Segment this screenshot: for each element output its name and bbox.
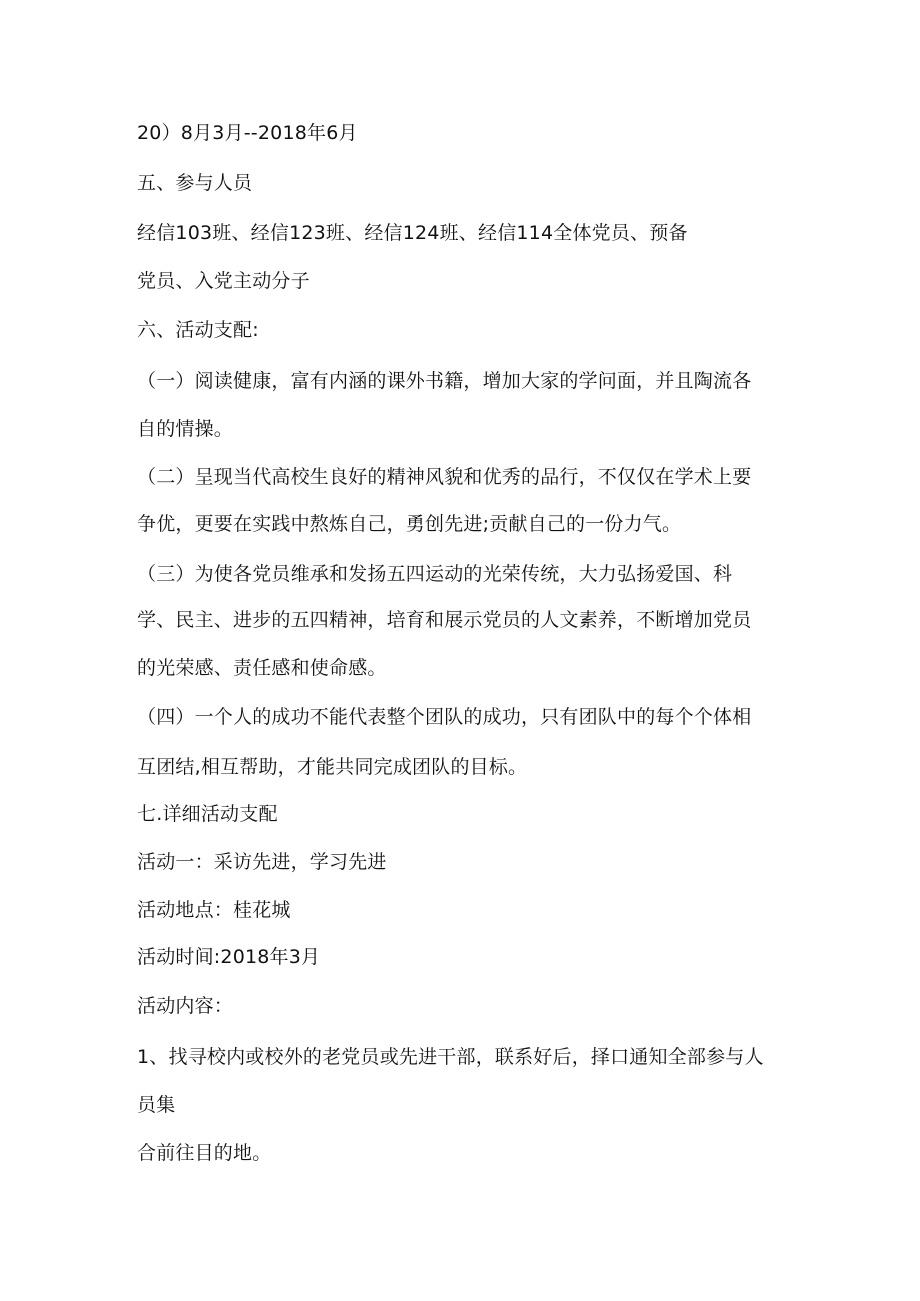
- text-line-item-3b: 学、民主、进步的五四精神，培育和展示党员的人文素养，不断增加党员: [137, 609, 752, 631]
- text-line-participants-1: 经信103班、经信123班、经信124班、经信114全体党员、预备: [137, 222, 688, 244]
- text-line-item-4a: （四）一个人的成功不能代表整个团队的成功，只有团队中的每个个体相: [137, 706, 752, 728]
- text-line-activity-one: 活动一：采访先进，学习先进: [137, 851, 387, 873]
- text-line-item-1b: 自的情操。: [137, 418, 234, 440]
- text-line-item-4b: 互团结,相互帮助，才能共同完成团队的目标。: [137, 756, 528, 778]
- text-line-activity-content: 活动内容：: [137, 995, 234, 1017]
- text-line-participants-2: 党员、入党主动分子: [137, 270, 310, 292]
- text-line-item-3c: 的光荣感、责任感和使命感。: [137, 657, 387, 679]
- text-line-date-range: 20）8月3月--2018年6月: [137, 122, 358, 144]
- text-line-activity-time: 活动时间:2018年3月: [137, 946, 321, 968]
- text-line-content-1b: 员集: [137, 1094, 176, 1116]
- heading-detailed-arrangement: 七.详细活动支配: [137, 803, 278, 825]
- text-line-item-1a: （一）阅读健康，富有内涵的课外书籍，增加大家的学问面，并且陶流各: [137, 370, 752, 392]
- heading-activity-arrangement: 六、活动支配:: [137, 319, 259, 341]
- text-line-item-2a: （二）呈现当代高校生良好的精神风貌和优秀的品行，不仅仅在学术上要: [137, 466, 752, 488]
- text-line-content-1c: 合前往目的地。: [137, 1142, 272, 1164]
- text-line-item-2b: 争优，更要在实践中熬炼自己，勇创先进;贡献自己的一份力气。: [137, 513, 682, 535]
- text-line-item-3a: （三）为使各党员维承和发扬五四运动的光荣传统，大力弘扬爱国、科: [137, 563, 733, 585]
- heading-participants: 五、参与人员: [137, 172, 253, 194]
- text-line-content-1a: 1、找寻校内或校外的老党员或先进干部，联系好后，择口通知全部参与人: [137, 1046, 764, 1068]
- text-line-activity-location: 活动地点：桂花城: [137, 899, 291, 921]
